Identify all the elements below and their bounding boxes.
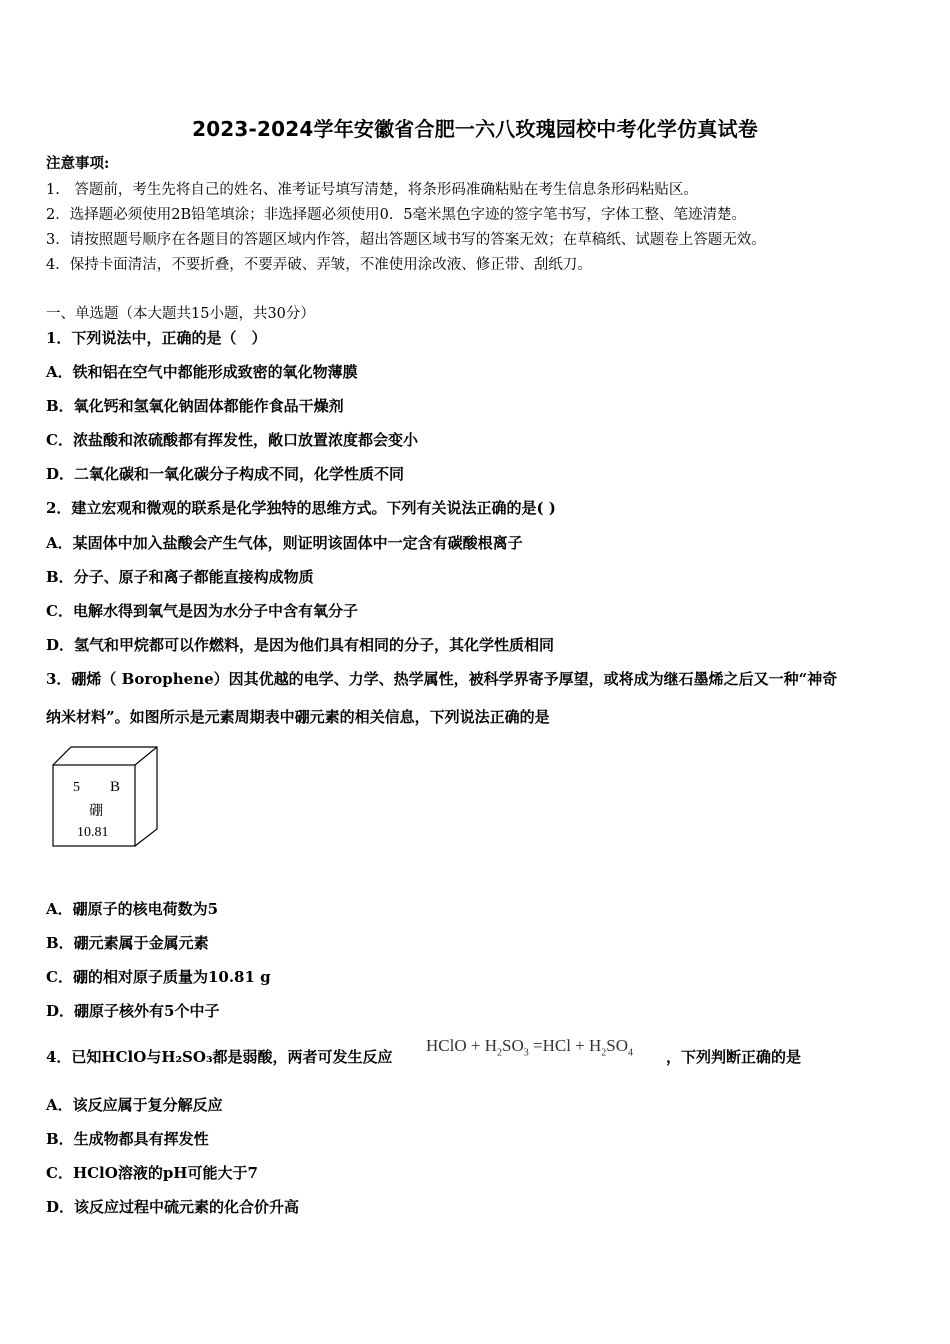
- question-3-stem-line1: 3．硼烯（ Borophene）因其优越的电学、力学、热学属性，被科学界寄予厚望，或将成为继石墨烯之后又一种“神奇: [46, 670, 838, 688]
- q1-option-d: D．二氧化碳和一氧化碳分子构成不同，化学性质不同: [46, 465, 405, 483]
- q3-option-a: A．硼原子的核电荷数为5: [46, 900, 219, 918]
- note-item-1: 1. 答题前，考生先将自己的姓名、准考证号填写清楚，将条形码准确粘贴在考生信息条形码粘贴区。: [46, 182, 698, 198]
- atomic-number: 5: [73, 780, 80, 795]
- q1-option-b: B．氧化钙和氢氧化钠固体都能作食品干燥剂: [46, 397, 344, 415]
- boron-element-card: [52, 746, 158, 847]
- eq-plus-2: +: [575, 1036, 585, 1055]
- eq-hcl: =HCl: [532, 1036, 571, 1055]
- q2-option-d: D．氢气和甲烷都可以作燃料，是因为他们具有相同的分子，其化学性质相同: [46, 636, 555, 654]
- q4-option-a: A．该反应属于复分解反应: [46, 1096, 223, 1114]
- question-3-stem-line2: 纳米材料”。如图所示是元素周期表中硼元素的相关信息，下列说法正确的是: [46, 708, 550, 726]
- atomic-mass: 10.81: [77, 825, 109, 840]
- element-symbol: B: [110, 779, 121, 795]
- eq-sub-2: 2: [497, 1047, 502, 1059]
- note-item-3: 3．请按照题号顺序在各题目的答题区域内作答，超出答题区域书写的答案无效；在草稿纸、试题卷上答题无效。: [46, 232, 766, 248]
- eq-sub-2b: 2: [601, 1047, 607, 1059]
- page-title: 2023-2024学年安徽省合肥一六八玫瑰园校中考化学仿真试卷: [192, 117, 758, 141]
- q4-option-c: C．HClO溶液的pH可能大于7: [46, 1164, 258, 1182]
- q4-option-b: B．生成物都具有挥发性: [46, 1130, 209, 1148]
- question-4-stem-prefix: 4．已知HClO与H₂SO₃都是弱酸，两者可发生反应: [46, 1048, 393, 1066]
- notes-heading: 注意事项:: [46, 155, 110, 172]
- section-heading: 一、单选题（本大题共15小题，共30分）: [46, 306, 315, 322]
- q3-option-b: B．硼元素属于金属元素: [46, 934, 209, 952]
- q3-option-d: D．硼原子核外有5个中子: [46, 1002, 220, 1020]
- question-4-stem-suffix: ，下列判断正确的是: [666, 1048, 802, 1066]
- eq-h-2: H: [589, 1036, 602, 1055]
- q1-option-c: C．浓盐酸和浓硫酸都有挥发性，敞口放置浓度都会变小: [46, 431, 418, 449]
- eq-hclo: HClO: [426, 1036, 467, 1055]
- q2-option-b: B．分子、原子和离子都能直接构成物质: [46, 568, 314, 586]
- question-1-stem: 1．下列说法中，正确的是（ ）: [46, 329, 267, 347]
- reaction-equation: [426, 1036, 633, 1058]
- note-item-2: 2．选择题必须使用2B铅笔填涂；非选择题必须使用0．5毫米黑色字迹的签字笔书写，字体工整、笔迹清楚。: [46, 207, 747, 223]
- eq-plus: +: [470, 1036, 481, 1055]
- eq-sub-3: 3: [523, 1047, 529, 1059]
- q3-option-c: C．硼的相对原子质量为10.81 g: [46, 968, 271, 986]
- element-name: 硼: [89, 803, 103, 819]
- note-item-4: 4．保持卡面清洁，不要折叠，不要弄破、弄皱，不准使用涂改液、修正带、刮纸刀。: [46, 257, 592, 273]
- eq-so: SO: [502, 1036, 524, 1055]
- q1-option-a: A．铁和铝在空气中都能形成致密的氧化物薄膜: [46, 363, 358, 381]
- eq-so-2: SO: [606, 1036, 629, 1055]
- q2-option-c: C．电解水得到氧气是因为水分子中含有氧分子: [46, 602, 358, 620]
- question-2-stem: 2．建立宏观和微观的联系是化学独特的思维方式。下列有关说法正确的是( ): [46, 499, 556, 517]
- eq-sub-4: 4: [628, 1047, 634, 1059]
- q4-option-d: D．该反应过程中硫元素的化合价升高: [46, 1198, 300, 1216]
- eq-h: H: [484, 1036, 497, 1055]
- q2-option-a: A．某固体中加入盐酸会产生气体，则证明该固体中一定含有碳酸根离子: [46, 534, 523, 552]
